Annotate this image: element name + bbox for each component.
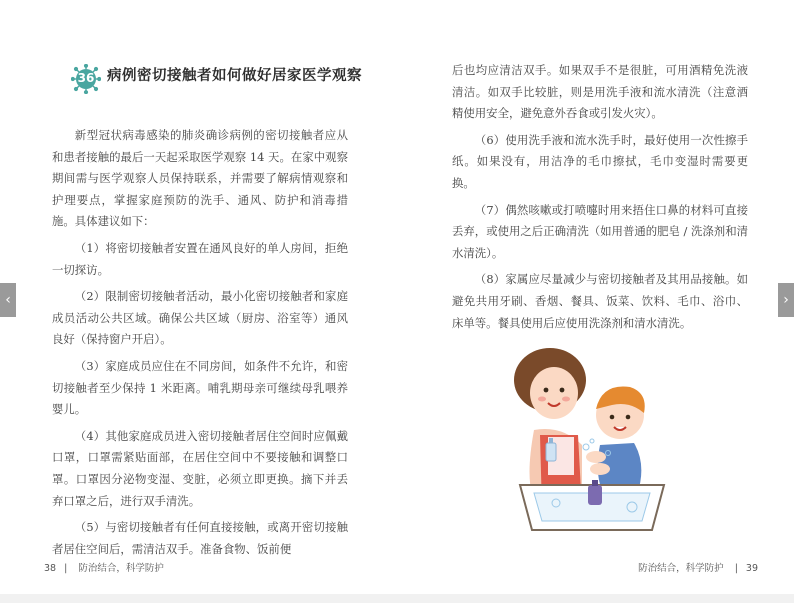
prev-page-button[interactable]: ‹ (0, 283, 16, 317)
next-page-button[interactable]: › (778, 283, 794, 317)
footer-running-title-left: 防治结合，科学防护 (78, 563, 164, 574)
advice-item-5: （5）与密切接触者有任何直接接触，或离开密切接触者居住空间后，需清洁双手。准备食物、饭前便 (52, 520, 348, 556)
footer-running-title-right: 防治结合，科学防护 (638, 563, 724, 574)
advice-item-4: （4）其他家庭成员进入密切接触者居住空间时应佩戴口罩，口罩需紧贴面部，在居住空间中不要接触和调整口罩。口罩因分泌物变湿、变脏，必须立即更换。摘下并丢弃口罩之后，进行双手清洗。 (52, 428, 348, 508)
advice-item-2: （2）限制密切接触者活动，最小化密切接触者和家庭成员活动公共区域。确保公共区域（厨房、浴室等）通风良好（保持窗户开启）。 (52, 289, 348, 347)
continued-paragraph: 后也均应清洁双手。如果双手不是很脏，可用酒精免洗液清洁。如双手比较脏，则是用洗手液和流水清洗（注意酒精使用安全，避免意外吞食或引发火灾）。 (452, 63, 748, 121)
left-footer (36, 560, 164, 574)
handwashing-illustration (512, 335, 672, 540)
left-page (0, 0, 397, 578)
bottom-scroll-track (0, 594, 794, 603)
right-footer (638, 560, 758, 574)
section-title: 病例密切接触者如何做好居家医学观察 (107, 68, 362, 84)
page-number-right: 39 (745, 563, 758, 574)
advice-item-7: （7）偶然咳嗽或打喷嚏时用来捂住口鼻的材料可直接丢弃，或使用之后正确清洗（如用普通的肥皂 / 洗涤剂和清水清洗）。 (452, 202, 748, 260)
footer-divider: | (64, 563, 68, 574)
page-number-left: 38 (44, 563, 57, 574)
advice-item-3: （3）家庭成员应住在不同房间，如条件不允许，和密切接触者至少保持 1 米距离。哺乳期母亲可继续母乳喂养婴儿。 (52, 358, 348, 417)
left-body-text (52, 125, 348, 565)
footer-divider: | (734, 563, 738, 574)
advice-item-1: （1）将密切接触者安置在通风良好的单人房间，拒绝一切探访。 (52, 240, 348, 277)
right-body-text (452, 60, 748, 339)
intro-paragraph: 新型冠状病毒感染的肺炎确诊病例的密切接触者应从和患者接触的最后一天起采取医学观察 14 天。在家中观察期间需与医学观察人员保持联系，并需要了解病情观察和护理要点，掌握家庭预防的洗手、通风、防护和消毒措施。具体建议如下： (52, 128, 348, 229)
advice-item-6: （6）使用洗手液和流水洗手时，最好使用一次性擦手纸。如果没有，用洁净的毛巾擦拭，毛巾变湿时需要更换。 (452, 132, 748, 190)
advice-item-8: （8）家属应尽量减少与密切接触者及其用品接触。如避免共用牙刷、香烟、餐具、饭菜、饮料、毛巾、浴巾、床单等。餐具使用后应使用洗涤剂和清水清洗。 (452, 272, 748, 330)
badge-number: 36 (77, 71, 95, 85)
